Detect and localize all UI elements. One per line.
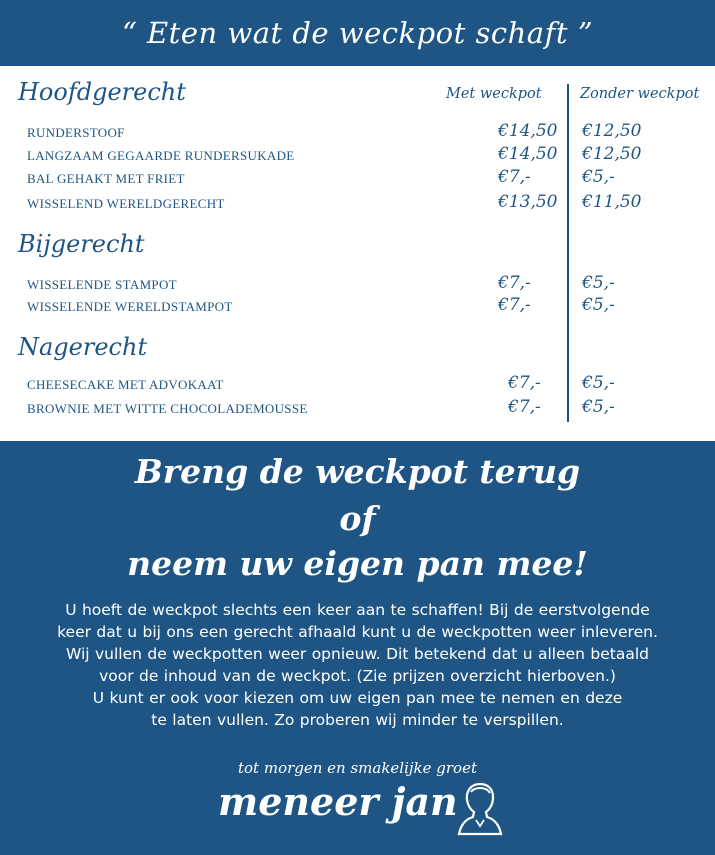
- price-without-jar: €12,50: [582, 144, 642, 164]
- column-header-with-jar: Met weckpot: [446, 86, 542, 102]
- tagline: “ Eten wat de weckpot schaft ”: [121, 16, 594, 50]
- price-with-jar: €7,-: [498, 295, 531, 315]
- explanation-text: [0, 599, 715, 731]
- headline-line-1: Breng de weckpot terug: [134, 452, 581, 491]
- explanation-line: voor de inhoud van de weckpot. (Zie prijzen overzicht hierboven.): [99, 667, 616, 685]
- price-without-jar: €5,-: [582, 273, 615, 293]
- menu-item: [0, 373, 715, 395]
- explanation-line: U kunt er ook voor kiezen om uw eigen pan mee te nemen en deze: [92, 689, 623, 707]
- headline-line-3: neem uw eigen pan mee!: [127, 544, 588, 583]
- price-without-jar: €11,50: [582, 192, 642, 212]
- menu-item: [0, 167, 715, 189]
- tagline-banner: [0, 0, 715, 66]
- menu-item: [0, 295, 715, 317]
- menu-item-name: RUNDERSTOOF: [27, 125, 125, 140]
- price-with-jar: €13,50: [498, 192, 558, 212]
- signoff: tot morgen en smakelijke groet: [237, 759, 477, 777]
- menu-item-name: BROWNIE MET WITTE CHOCOLADEMOUSSE: [27, 401, 308, 416]
- menu-item: [0, 121, 715, 143]
- menu-item: [0, 192, 715, 214]
- gentleman-silhouette-icon: [456, 780, 504, 836]
- menu-item: [0, 144, 715, 166]
- price-without-jar: €12,50: [582, 121, 642, 141]
- section-title-side-dish: Bijgerecht: [18, 230, 145, 258]
- price-with-jar: €7,-: [498, 273, 531, 293]
- section-title-dessert: Nagerecht: [18, 333, 148, 361]
- price-with-jar: €14,50: [498, 144, 558, 164]
- price-without-jar: €5,-: [582, 295, 615, 315]
- menu-item-name: WISSELEND WERELDGERECHT: [27, 196, 225, 211]
- explanation-line: keer dat u bij ons een gerecht afhaald kunt u de weckpotten weer inleveren.: [57, 623, 658, 641]
- menu-item-name: CHEESECAKE MET ADVOKAAT: [27, 377, 224, 392]
- explanation-line: Wij vullen de weckpotten weer opnieuw. Dit betekend dat u alleen betaald: [65, 645, 650, 663]
- menu-item-name: WISSELENDE STAMPOT: [27, 277, 177, 292]
- price-with-jar: €7,-: [508, 397, 541, 417]
- price-with-jar: €7,-: [498, 167, 531, 187]
- explanation-line: te laten vullen. Zo proberen wij minder te verspillen.: [151, 711, 564, 729]
- price-without-jar: €5,-: [582, 397, 615, 417]
- menu-item: [0, 273, 715, 295]
- price-with-jar: €7,-: [508, 373, 541, 393]
- column-header-without-jar: Zonder weckpot: [580, 86, 700, 102]
- price-without-jar: €5,-: [582, 373, 615, 393]
- menu-item-name: WISSELENDE WERELDSTAMPOT: [27, 299, 233, 314]
- explanation-line: U hoeft de weckpot slechts een keer aan te schaffen! Bij de eerstvolgende: [65, 601, 650, 619]
- section-title-main-course: Hoofdgerecht: [18, 78, 186, 106]
- menu-item: [0, 397, 715, 419]
- signature: meneer jan: [218, 779, 458, 824]
- headline-line-2: of: [339, 499, 376, 538]
- price-with-jar: €14,50: [498, 121, 558, 141]
- price-without-jar: €5,-: [582, 167, 615, 187]
- menu-item-name: LANGZAAM GEGAARDE RUNDERSUKADE: [27, 148, 295, 163]
- menu-item-name: BAL GEHAKT MET FRIET: [27, 171, 185, 186]
